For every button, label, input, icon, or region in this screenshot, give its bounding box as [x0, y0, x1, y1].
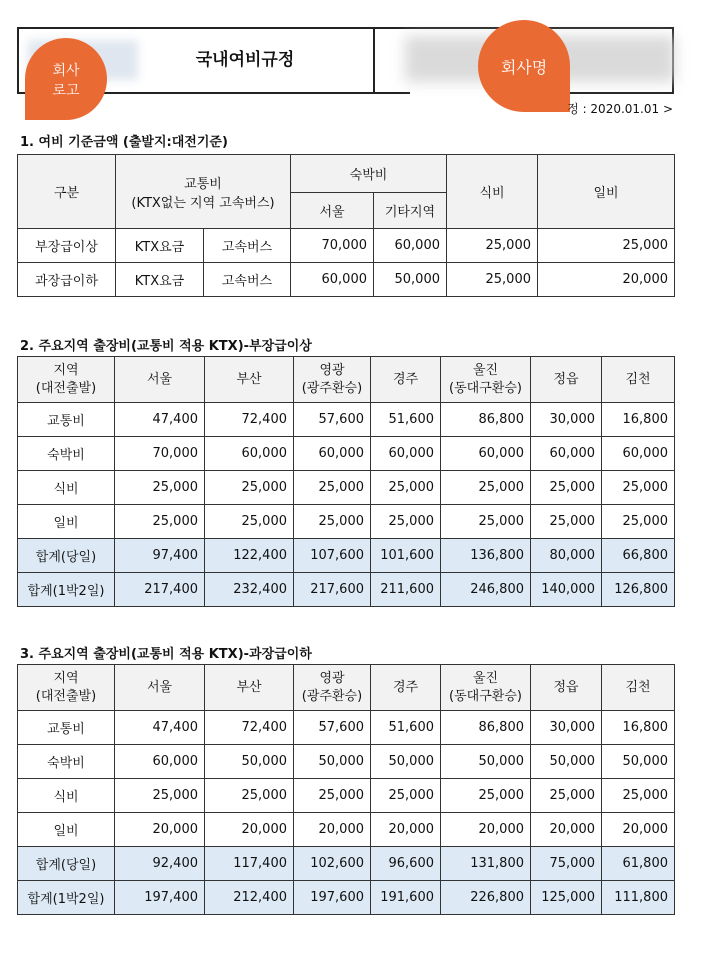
row-label: 숙박비 [18, 745, 115, 779]
header-meal: 식비 [447, 155, 538, 229]
row-label: 합계(1박2일) [18, 881, 115, 915]
row-label: 숙박비 [18, 437, 115, 471]
amount-cell: 25,000 [205, 471, 294, 505]
amount-cell: 60,000 [205, 437, 294, 471]
amount-cell: 70,000 [115, 437, 205, 471]
cell-meal: 25,000 [447, 263, 538, 297]
table-row [18, 813, 675, 847]
row-label: 식비 [18, 471, 115, 505]
row-label: 일비 [18, 505, 115, 539]
header-destination: 영광 (광주환승) [294, 665, 371, 711]
row-label: 합계(1박2일) [18, 573, 115, 607]
amount-cell: 20,000 [294, 813, 371, 847]
amount-cell: 72,400 [205, 403, 294, 437]
cell-daily: 25,000 [538, 229, 675, 263]
amount-cell: 72,400 [205, 711, 294, 745]
section1-title: 1. 여비 기준금액 (출발지:대전기준) [20, 135, 228, 150]
header-transport-sub: (KTX없는 지역 고속버스) [131, 195, 275, 211]
amount-cell: 25,000 [441, 779, 531, 813]
amount-cell: 117,400 [205, 847, 294, 881]
table-row [18, 437, 675, 471]
logo-badge: 회사 로고 [25, 38, 107, 120]
manager-travel-table [17, 664, 675, 915]
header-destination: 김천 [602, 665, 675, 711]
amount-cell: 232,400 [205, 573, 294, 607]
amount-cell: 102,600 [294, 847, 371, 881]
amount-cell: 30,000 [531, 403, 602, 437]
amount-cell: 97,400 [115, 539, 205, 573]
amount-cell: 25,000 [602, 779, 675, 813]
header-row [18, 665, 675, 711]
cell-bus: 고속버스 [204, 263, 291, 297]
amount-cell: 30,000 [531, 711, 602, 745]
amount-cell: 50,000 [205, 745, 294, 779]
header-seoul: 서울 [291, 193, 374, 229]
header-destination: 경주 [371, 357, 441, 403]
amount-cell: 92,400 [115, 847, 205, 881]
header-row [18, 357, 675, 403]
amount-cell: 25,000 [115, 779, 205, 813]
amount-cell: 60,000 [441, 437, 531, 471]
amount-cell: 60,000 [602, 437, 675, 471]
amount-cell: 140,000 [531, 573, 602, 607]
amount-cell: 131,800 [441, 847, 531, 881]
header-destination: 울진 (동대구환승) [441, 357, 531, 403]
row-label: 교통비 [18, 403, 115, 437]
amount-cell: 51,600 [371, 711, 441, 745]
amount-cell: 25,000 [531, 471, 602, 505]
amount-cell: 25,000 [294, 779, 371, 813]
total-row [18, 573, 675, 607]
amount-cell: 60,000 [371, 437, 441, 471]
amount-cell: 25,000 [602, 505, 675, 539]
amount-cell: 50,000 [531, 745, 602, 779]
amount-cell: 191,600 [371, 881, 441, 915]
cell-daily: 20,000 [538, 263, 675, 297]
amount-cell: 111,800 [602, 881, 675, 915]
header-destination: 정읍 [531, 357, 602, 403]
total-row [18, 539, 675, 573]
amount-cell: 50,000 [294, 745, 371, 779]
revision-date: 정 : 2020.01.01 > [567, 102, 673, 116]
table-row [18, 263, 675, 297]
section3-title: 3. 주요지역 출장비(교통비 적용 KTX)-과장급이하 [20, 647, 312, 662]
company-name-badge: 회사명 [478, 20, 570, 112]
amount-cell: 25,000 [294, 505, 371, 539]
cell-ktx: KTX요금 [116, 229, 204, 263]
amount-cell: 57,600 [294, 711, 371, 745]
amount-cell: 122,400 [205, 539, 294, 573]
total-row [18, 847, 675, 881]
header-transport-label: 교통비 [184, 176, 222, 192]
header-gubun: 구분 [18, 155, 116, 229]
amount-cell: 25,000 [205, 779, 294, 813]
amount-cell: 75,000 [531, 847, 602, 881]
header-lodging: 숙박비 [291, 155, 447, 193]
table-row [18, 471, 675, 505]
document-title: 국내여비규정 [195, 50, 295, 70]
amount-cell: 226,800 [441, 881, 531, 915]
amount-cell: 211,600 [371, 573, 441, 607]
amount-cell: 197,600 [294, 881, 371, 915]
amount-cell: 217,400 [115, 573, 205, 607]
row-label: 부장급이상 [18, 229, 116, 263]
row-label: 합계(당일) [18, 539, 115, 573]
total-row [18, 881, 675, 915]
amount-cell: 96,600 [371, 847, 441, 881]
amount-cell: 20,000 [441, 813, 531, 847]
table-row [18, 779, 675, 813]
amount-cell: 25,000 [531, 779, 602, 813]
amount-cell: 50,000 [371, 745, 441, 779]
cell-seoul: 70,000 [291, 229, 374, 263]
table-row [18, 505, 675, 539]
header-destination: 정읍 [531, 665, 602, 711]
cell-other: 50,000 [374, 263, 447, 297]
amount-cell: 25,000 [294, 471, 371, 505]
amount-cell: 60,000 [531, 437, 602, 471]
amount-cell: 25,000 [205, 505, 294, 539]
row-label: 교통비 [18, 711, 115, 745]
amount-cell: 61,800 [602, 847, 675, 881]
header-other-region: 기타지역 [374, 193, 447, 229]
amount-cell: 20,000 [205, 813, 294, 847]
amount-cell: 50,000 [441, 745, 531, 779]
header-destination: 영광 (광주환승) [294, 357, 371, 403]
header-divider [373, 27, 375, 94]
cell-ktx: KTX요금 [116, 263, 204, 297]
amount-cell: 47,400 [115, 711, 205, 745]
header-destination: 울진 (동대구환승) [441, 665, 531, 711]
amount-cell: 246,800 [441, 573, 531, 607]
amount-cell: 25,000 [602, 471, 675, 505]
header-region: 지역 (대전출발) [18, 357, 115, 403]
amount-cell: 25,000 [441, 505, 531, 539]
header-destination: 서울 [115, 665, 205, 711]
amount-cell: 20,000 [531, 813, 602, 847]
amount-cell: 66,800 [602, 539, 675, 573]
amount-cell: 25,000 [115, 471, 205, 505]
amount-cell: 80,000 [531, 539, 602, 573]
header-destination: 경주 [371, 665, 441, 711]
senior-travel-table [17, 356, 675, 607]
base-amount-table [17, 154, 675, 297]
header-transport [116, 155, 291, 229]
amount-cell: 20,000 [602, 813, 675, 847]
amount-cell: 25,000 [371, 505, 441, 539]
header-destination: 서울 [115, 357, 205, 403]
amount-cell: 25,000 [115, 505, 205, 539]
amount-cell: 16,800 [602, 711, 675, 745]
cell-bus: 고속버스 [204, 229, 291, 263]
row-label: 식비 [18, 779, 115, 813]
amount-cell: 126,800 [602, 573, 675, 607]
amount-cell: 60,000 [115, 745, 205, 779]
amount-cell: 101,600 [371, 539, 441, 573]
amount-cell: 47,400 [115, 403, 205, 437]
header-destination: 부산 [205, 357, 294, 403]
amount-cell: 25,000 [531, 505, 602, 539]
cell-other: 60,000 [374, 229, 447, 263]
amount-cell: 217,600 [294, 573, 371, 607]
amount-cell: 86,800 [441, 403, 531, 437]
amount-cell: 60,000 [294, 437, 371, 471]
header-region: 지역 (대전출발) [18, 665, 115, 711]
cell-seoul: 60,000 [291, 263, 374, 297]
table-row [18, 403, 675, 437]
row-label: 합계(당일) [18, 847, 115, 881]
row-label: 과장급이하 [18, 263, 116, 297]
header-daily: 일비 [538, 155, 675, 229]
table-row [18, 745, 675, 779]
header-rule-right [560, 92, 674, 94]
amount-cell: 136,800 [441, 539, 531, 573]
amount-cell: 25,000 [441, 471, 531, 505]
header-destination: 김천 [602, 357, 675, 403]
amount-cell: 212,400 [205, 881, 294, 915]
row-label: 일비 [18, 813, 115, 847]
amount-cell: 25,000 [371, 779, 441, 813]
table-row [18, 229, 675, 263]
amount-cell: 20,000 [371, 813, 441, 847]
header-destination: 부산 [205, 665, 294, 711]
amount-cell: 107,600 [294, 539, 371, 573]
table-row [18, 711, 675, 745]
amount-cell: 25,000 [371, 471, 441, 505]
amount-cell: 86,800 [441, 711, 531, 745]
amount-cell: 125,000 [531, 881, 602, 915]
section2-title: 2. 주요지역 출장비(교통비 적용 KTX)-부장급이상 [20, 339, 312, 354]
amount-cell: 16,800 [602, 403, 675, 437]
cell-meal: 25,000 [447, 229, 538, 263]
amount-cell: 50,000 [602, 745, 675, 779]
amount-cell: 51,600 [371, 403, 441, 437]
amount-cell: 57,600 [294, 403, 371, 437]
amount-cell: 20,000 [115, 813, 205, 847]
amount-cell: 197,400 [115, 881, 205, 915]
